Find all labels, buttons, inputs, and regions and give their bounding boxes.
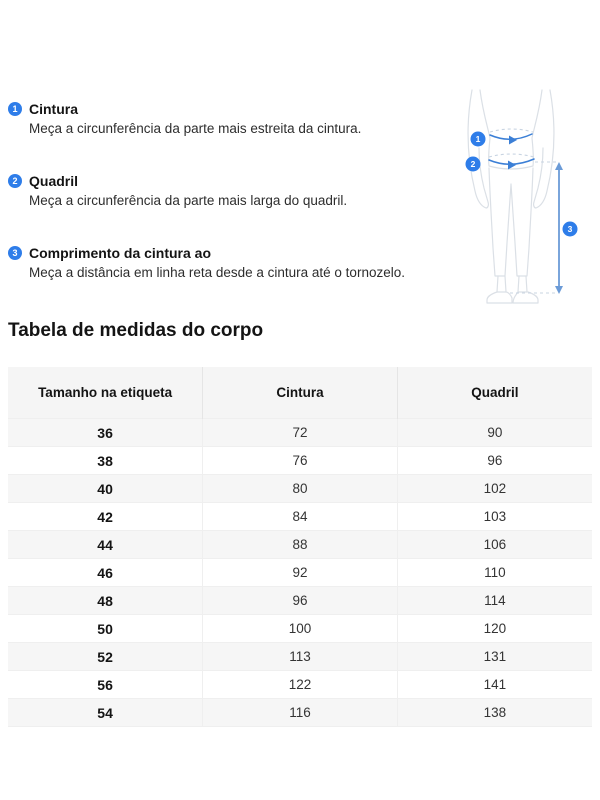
size-cell: 42 (8, 503, 203, 531)
size-cell: 52 (8, 643, 203, 671)
instruction-text (29, 100, 361, 138)
size-cell: 50 (8, 615, 203, 643)
instruction-text (29, 244, 405, 282)
table-row (8, 671, 592, 699)
waist-marker-badge (471, 132, 486, 147)
hip-cell: 141 (397, 671, 592, 699)
size-cell: 56 (8, 671, 203, 699)
measurement-instructions (8, 100, 448, 316)
hip-cell: 138 (397, 699, 592, 727)
body-measurement-diagram (448, 88, 598, 318)
table-header (8, 367, 592, 419)
body-measurements-table (8, 367, 592, 727)
size-cell: 38 (8, 447, 203, 475)
instruction-text (29, 172, 347, 210)
hip-cell: 102 (397, 475, 592, 503)
waist-cell: 116 (203, 699, 398, 727)
hip-cell: 110 (397, 559, 592, 587)
table-row (8, 643, 592, 671)
size-cell: 44 (8, 531, 203, 559)
table-body (8, 419, 592, 727)
instruction-title: Cintura (29, 101, 78, 117)
step-number-badge: 1 (8, 102, 22, 116)
size-cell: 48 (8, 587, 203, 615)
column-header-size-label: Tamanho na etiqueta (8, 367, 203, 419)
waist-cell: 96 (203, 587, 398, 615)
size-cell: 40 (8, 475, 203, 503)
instruction-item (8, 100, 448, 138)
step-number-badge: 3 (8, 246, 22, 260)
instruction-title: Quadril (29, 173, 79, 189)
table-row (8, 615, 592, 643)
section-title: Tabela de medidas do corpo (8, 320, 264, 341)
table-row (8, 447, 592, 475)
waist-cell: 100 (203, 615, 398, 643)
table-row (8, 559, 592, 587)
instruction-item (8, 244, 448, 282)
column-header-waist: Cintura (203, 367, 398, 419)
size-cell: 54 (8, 699, 203, 727)
table-row (8, 699, 592, 727)
length-measure-arrow (510, 162, 563, 294)
table-row (8, 587, 592, 615)
hip-cell: 120 (397, 615, 592, 643)
table-row (8, 503, 592, 531)
svg-text:1: 1 (475, 134, 481, 144)
size-cell: 36 (8, 419, 203, 447)
hip-cell: 103 (397, 503, 592, 531)
instruction-description: Meça a circunferência da parte mais estreita da cintura. (29, 121, 362, 136)
svg-text:3: 3 (567, 224, 573, 234)
instruction-title: Comprimento da cintura ao (29, 245, 212, 261)
figure-outline-icon (468, 90, 554, 303)
table-row (8, 531, 592, 559)
waist-cell: 122 (203, 671, 398, 699)
instruction-item (8, 172, 448, 210)
waist-cell: 72 (203, 419, 398, 447)
step-number-badge: 2 (8, 174, 22, 188)
waist-cell: 80 (203, 475, 398, 503)
table-row (8, 475, 592, 503)
size-cell: 46 (8, 559, 203, 587)
instruction-description: Meça a circunferência da parte mais larga do quadril. (29, 193, 348, 208)
length-marker-badge (563, 222, 578, 237)
hip-cell: 114 (397, 587, 592, 615)
waist-cell: 88 (203, 531, 398, 559)
hip-marker-badge (466, 157, 481, 172)
hip-cell: 96 (397, 447, 592, 475)
table-row (8, 419, 592, 447)
waist-cell: 76 (203, 447, 398, 475)
waist-cell: 84 (203, 503, 398, 531)
hip-cell: 131 (397, 643, 592, 671)
hip-cell: 106 (397, 531, 592, 559)
waist-measure-arrow (490, 129, 533, 145)
waist-cell: 113 (203, 643, 398, 671)
hip-cell: 90 (397, 419, 592, 447)
column-header-hip: Quadril (397, 367, 592, 419)
waist-cell: 92 (203, 559, 398, 587)
svg-text:2: 2 (470, 159, 476, 169)
instruction-description: Meça a distância em linha reta desde a cintura até o tornozelo. (29, 265, 405, 280)
